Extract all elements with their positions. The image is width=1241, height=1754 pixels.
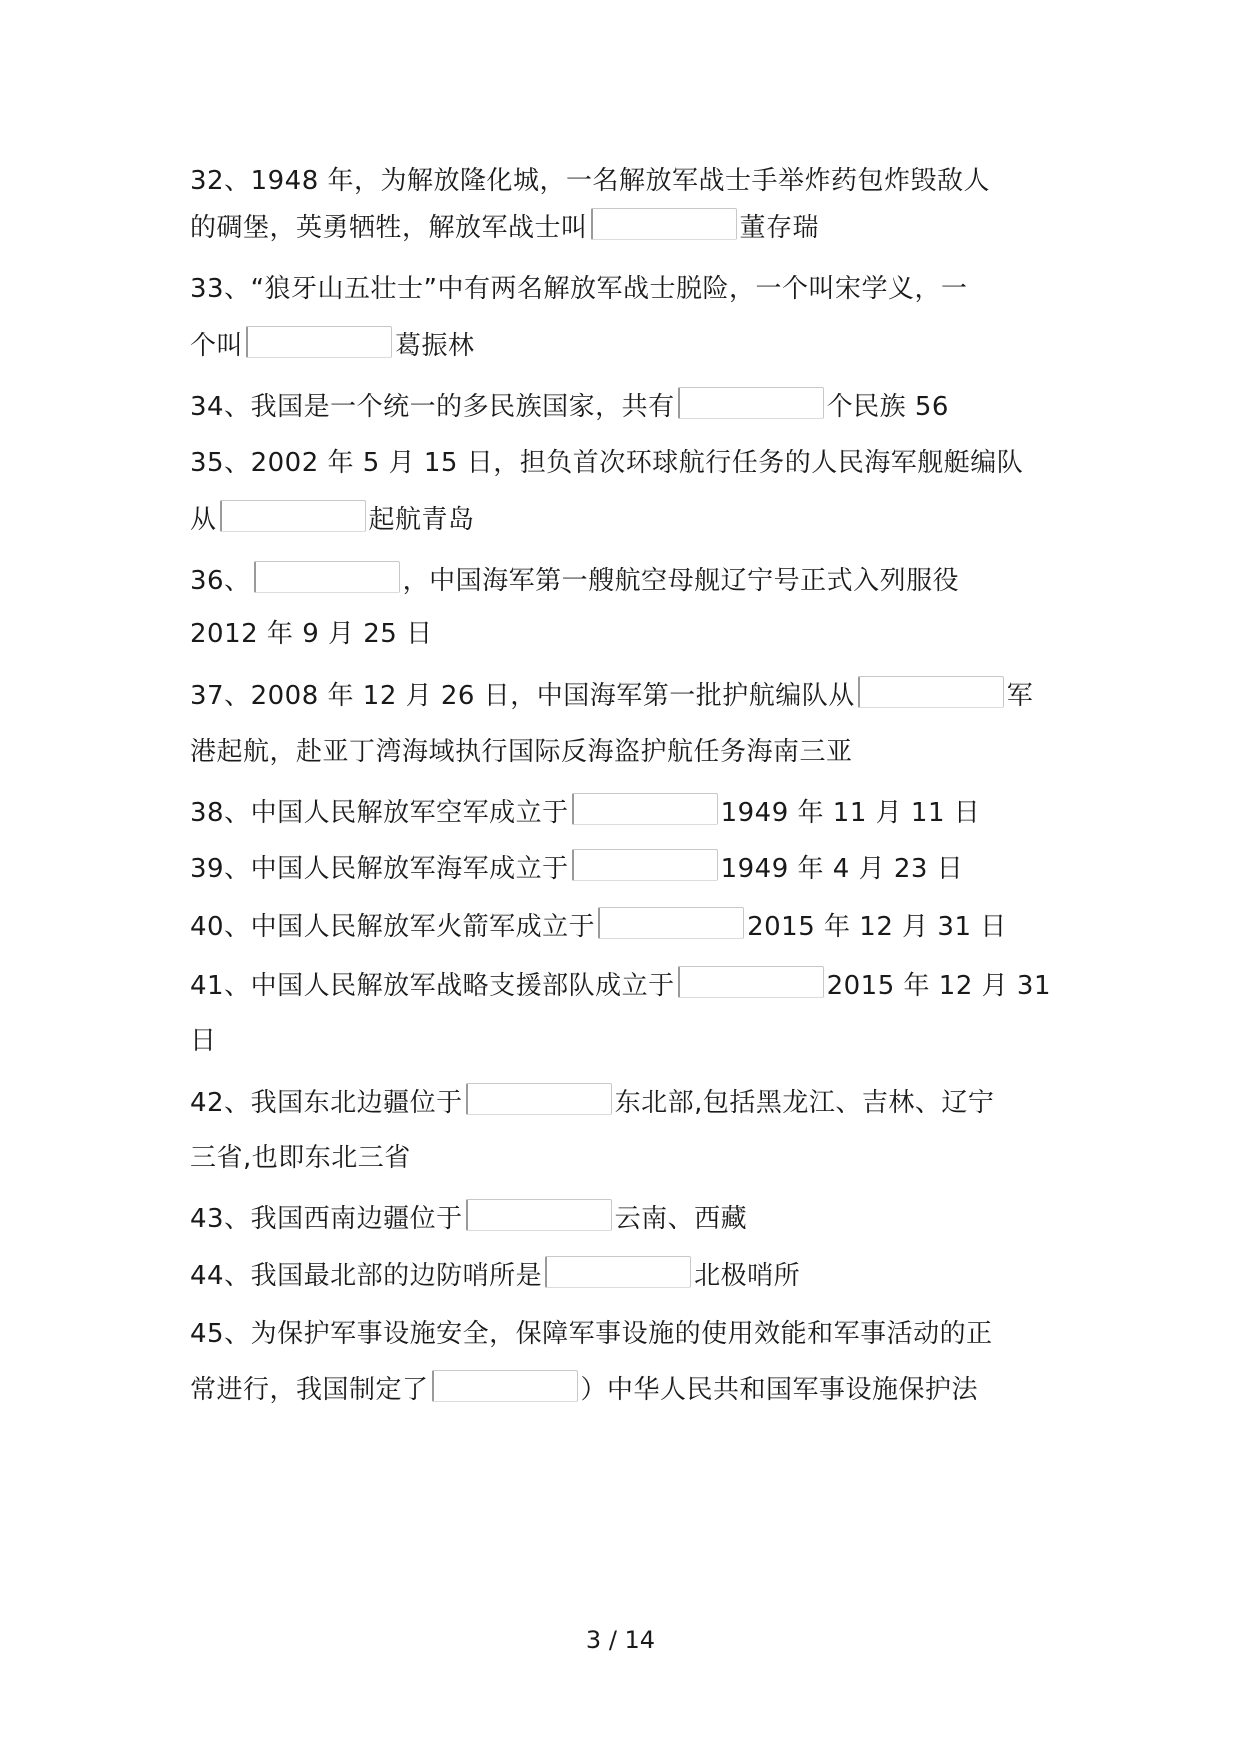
answer-blank-field[interactable] [591,208,737,240]
question-37-line-2 [190,729,853,773]
question-42-line-1 [190,1080,994,1124]
answer-blank-field[interactable] [678,966,824,998]
page-number: 3 / 14 [585,1626,656,1654]
question-36-line-1 [190,558,959,602]
answer-text: 葛振林 [395,330,475,361]
question-text: 40、中国人民解放军火箭军成立于 [190,911,596,942]
question-38-line-1 [190,790,980,834]
question-37-line-1 [190,673,1033,717]
question-text: 43、我国西南边疆位于 [190,1203,463,1234]
question-40-line-1 [190,904,1007,948]
answer-blank-field[interactable] [598,907,744,939]
answer-text: 个民族 56 [826,391,949,422]
question-35-line-1 [190,440,1023,484]
question-text: 41、中国人民解放军战略支援部队成立于 [190,970,675,1001]
answer-blank-field[interactable] [678,387,824,419]
answer-blank-field[interactable] [572,849,718,881]
question-41-line-1 [190,963,1051,1007]
question-text: 个叫 [190,330,244,361]
answer-text: 东北部,包括黑龙江、吉林、辽宁 [614,1087,995,1118]
answer-text: ，中国海军第一艘航空母舰辽宁号正式入列服役 [402,565,960,596]
question-41-line-2 [190,1018,217,1062]
question-text: 的碉堡，英勇牺牲，解放军战士叫 [190,212,588,243]
question-44-line-1 [190,1253,800,1297]
question-text: 35、2002 年 5 月 15 日，担负首次环球航行任务的人民海军舰艇编队 [190,447,1024,478]
question-text: 44、我国最北部的边防哨所是 [190,1260,543,1291]
question-33-line-1 [190,266,968,310]
question-text: 32、1948 年，为解放隆化城，一名解放军战士手举炸药包炸毁敌人 [190,165,991,196]
question-text: 33、“狼牙山五壮士”中有两名解放军战士脱险，一个叫宋学义，一 [190,273,968,304]
question-35-line-2 [190,497,475,541]
answer-text: ）中华人民共和国军事设施保护法 [580,1374,979,1405]
answer-text: 起航青岛 [368,504,475,535]
answer-text: 董存瑞 [739,212,820,243]
question-45-line-1 [190,1311,993,1355]
question-45-line-2 [190,1367,978,1411]
question-text: 日 [190,1025,217,1056]
question-text: 常进行，我国制定了 [190,1374,429,1405]
answer-text: 2015 年 12 月 31 [826,970,1051,1001]
question-text: 34、我国是一个统一的多民族国家，共有 [190,391,675,422]
answer-text: 1949 年 11 月 11 日 [720,797,981,828]
question-text: 38、中国人民解放军空军成立于 [190,797,569,828]
question-text: 三省,也即东北三省 [190,1142,411,1173]
question-text: 2012 年 9 月 25 日 [190,618,433,649]
answer-text: 1949 年 4 月 23 日 [720,853,964,884]
question-39-line-1 [190,846,963,890]
answer-blank-field[interactable] [466,1199,612,1231]
answer-blank-field[interactable] [572,793,718,825]
answer-blank-field[interactable] [545,1256,691,1288]
question-36-line-2 [190,611,433,655]
question-text: 37、2008 年 12 月 26 日，中国海军第一批护航编队从 [190,680,855,711]
question-text: 45、为保护军事设施安全，保障军事设施的使用效能和军事活动的正 [190,1318,993,1349]
answer-blank-field[interactable] [246,326,392,358]
question-text: 从 [190,504,217,535]
question-32-line-2 [190,205,819,249]
answer-text: 云南、西藏 [614,1203,748,1234]
question-33-line-2 [190,323,475,367]
answer-blank-field[interactable] [432,1370,578,1402]
answer-text: 北极哨所 [694,1260,801,1291]
question-42-line-2 [190,1135,411,1179]
answer-text: 军 [1006,680,1034,711]
question-32-line-1 [190,158,990,202]
answer-blank-field[interactable] [254,561,400,593]
answer-blank-field[interactable] [220,500,366,532]
answer-blank-field[interactable] [466,1083,612,1115]
question-text: 42、我国东北边疆位于 [190,1087,463,1118]
question-text: 港起航，赴亚丁湾海域执行国际反海盗护航任务海南三亚 [190,736,853,767]
question-43-line-1 [190,1196,747,1240]
question-text: 39、中国人民解放军海军成立于 [190,853,569,884]
answer-blank-field[interactable] [858,676,1004,708]
question-34-line-1 [190,384,949,428]
answer-text: 2015 年 12 月 31 日 [747,911,1007,942]
question-text: 36、 [190,565,251,596]
